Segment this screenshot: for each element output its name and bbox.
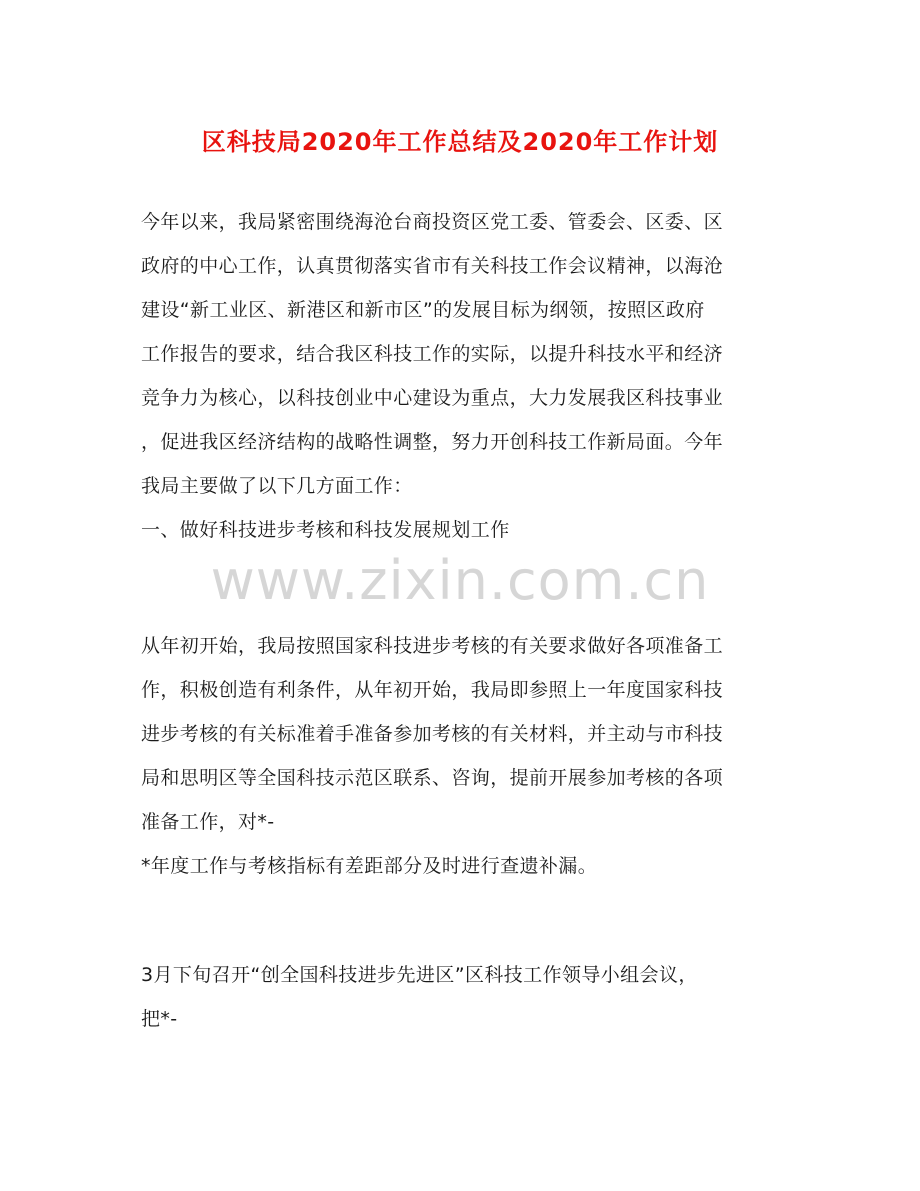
watermark: www.zixin.com.cn: [210, 549, 710, 612]
paragraph-intro: [141, 200, 781, 552]
text-line: 准备工作，对*-: [141, 811, 275, 833]
text-line: *年度工作与考核指标有差距部分及时进行查遗补漏。: [141, 855, 598, 877]
text-line: 竞争力为核心，以科技创业中心建设为重点，大力发展我区科技事业: [141, 387, 724, 409]
paragraph-assessment: [141, 624, 781, 888]
text-line: 作，积极创造有利条件，从年初开始，我局即参照上一年度国家科技: [141, 679, 724, 701]
document-title: 区科技局2020年工作总结及2020年工作计划: [201, 128, 719, 156]
text-line: 政府的中心工作，认真贯彻落实省市有关科技工作会议精神，以海沧: [141, 255, 724, 277]
paragraph-meeting: [141, 953, 781, 1041]
section-heading: 一、做好科技进步考核和科技发展规划工作: [141, 519, 510, 541]
text-line: 从年初开始，我局按照国家科技进步考核的有关要求做好各项准备工: [141, 635, 724, 657]
text-line: 建设“新工业区、新港区和新市区”的发展目标为纲领，按照区政府: [141, 299, 705, 321]
text-line: 工作报告的要求，结合我区科技工作的实际，以提升科技水平和经济: [141, 343, 724, 365]
text-line: ，促进我区经济结构的战略性调整，努力开创科技工作新局面。今年: [141, 431, 724, 453]
text-line: 我局主要做了以下几方面工作：: [141, 475, 413, 497]
text-line: 局和思明区等全国科技示范区联系、咨询，提前开展参加考核的各项: [141, 767, 724, 789]
text-line: 把*-: [141, 1008, 178, 1030]
text-line: 今年以来，我局紧密围绕海沧台商投资区党工委、管委会、区委、区: [141, 211, 724, 233]
text-line: 3月下旬召开“创全国科技进步先进区”区科技工作领导小组会议，: [141, 964, 698, 986]
text-line: 进步考核的有关标准着手准备参加考核的有关材料，并主动与市科技: [141, 723, 724, 745]
